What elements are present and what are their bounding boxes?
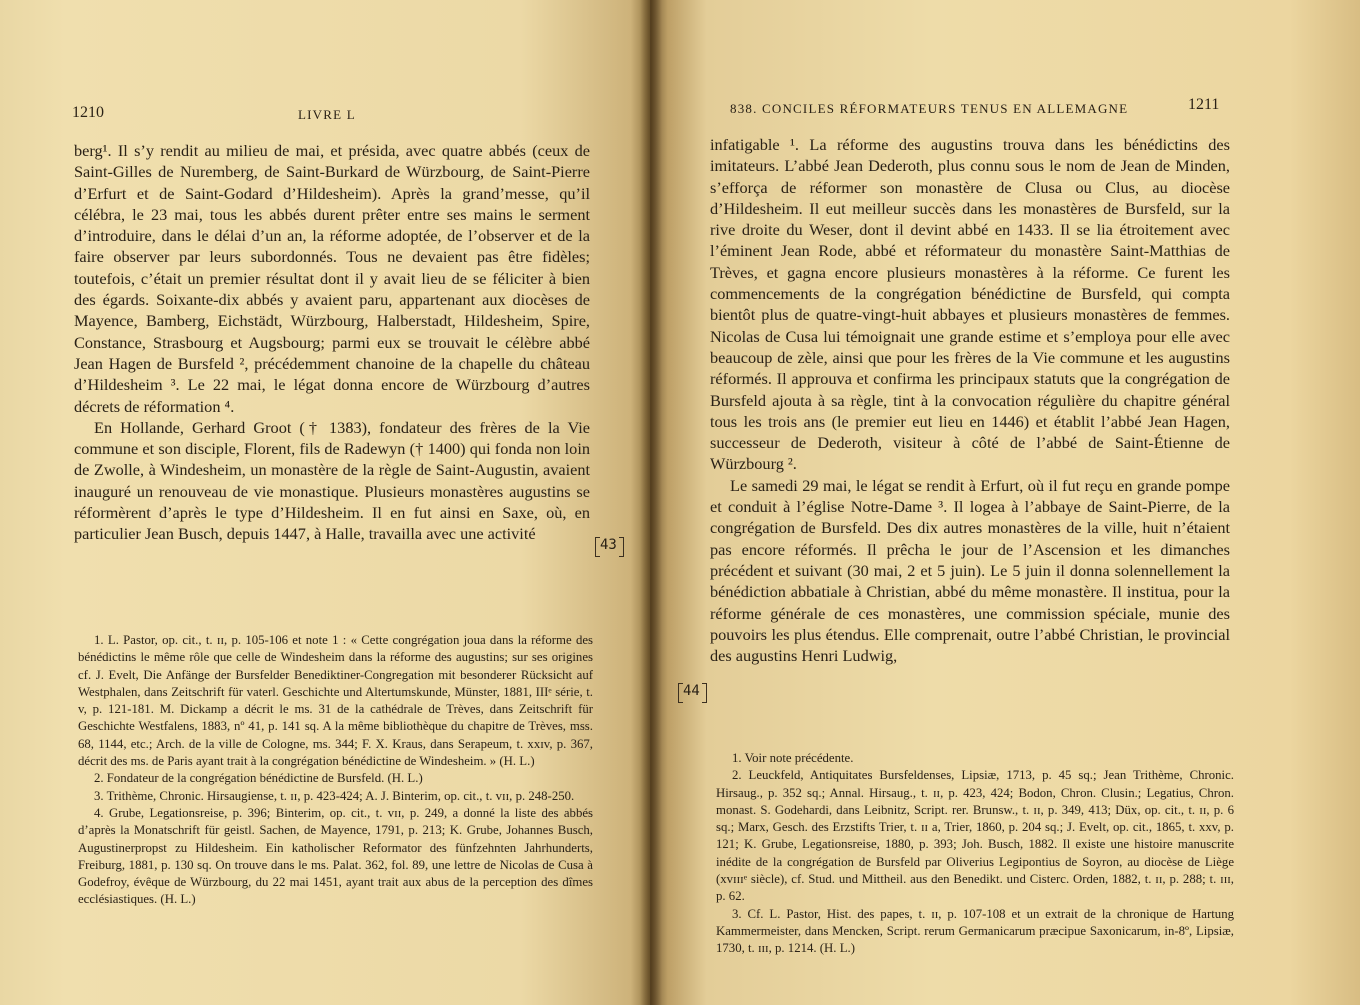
left-page <box>0 0 650 1005</box>
right-page-number: 1211 <box>1188 96 1220 113</box>
right-page <box>650 0 1360 1005</box>
left-page-number: 1210 <box>72 104 104 121</box>
left-paragraph-2: En Hollande, Gerhard Groot († 1383), fondateur des frères de la Vie commune et son disciple, Florent, fils de Radewyn († 1400) qui fonda non loin de Zwolle, à Windesheim, un monastère de la règle de Saint-Augustin, avaient inauguré un renouveau de vie monastique. Plusieurs monastères augustins se réformèrent d’après le type d’Hildesheim. Il en fut ainsi en Saxe, où, en particulier Jean Busch, depuis 1447, à Halle, travailla avec une activité <box>74 417 590 544</box>
left-margin-marker: 43 <box>600 537 617 553</box>
right-body-text <box>710 134 1230 666</box>
left-body-text <box>74 140 590 545</box>
left-footnote-3: 3. Trithème, Chronic. Hirsaugiense, t. ɪɪ, p. 423-424; A. J. Binterim, op. cit., t. vɪɪ, p. 248-250. <box>94 788 575 803</box>
left-footnote-2: 2. Fondateur de la congrégation bénédictine de Bursfeld. (H. L.) <box>94 771 423 786</box>
right-margin-marker: 44 <box>683 683 700 699</box>
left-paragraph-1: berg¹. Il s’y rendit au milieu de mai, et présida, avec quatre abbés (ceux de Saint-Gilles de Nuremberg, de Saint-Burkard de Würzbourg, de Saint-Pierre d’Erfurt et de Saint-Godard d’Hildesheim). Après la grand’messe, qu’il célébra, le 23 mai, tous les abbés durent prêter entre ses mains le serment d’introduire, dans le délai d’un an, la réforme adoptée, de l’observer et de la faire observer par leurs subordonnés. Tous ne devaient pas être fidèles; toutefois, c’était un premier résultat dont il y avait lieu de se féliciter à bien des égards. Soixante-dix abbés y avaient paru, appartenant aux diocèses de Mayence, Bamberg, Eichstädt, Würzbourg, Halberstadt, Hildesheim, Spire, Constance, Strasbourg et Augsbourg; parmi eux se trouvait le célèbre abbé Jean Hagen de Bursfeld ², précédemment chanoine de la chapelle du château d’Hildesheim ³. Le 22 mai, le légat donna encore de Würzbourg d’autres décrets de réformation ⁴. <box>74 141 590 416</box>
right-footnote-2: 2. Leuckfeld, Antiquitates Bursfeldenses, Lipsiæ, 1713, p. 45 sq.; Jean Trithème, Chronic. Hirsaug., p. 352 sq.; Annal. Hirsaug., t. ɪɪ, p. 423, 424; Bodon, Chron. Clusin.; Legatius, Chron. monast. S. Godehardi, dans Leibnitz, Script. rer. Brunsw., t. ɪɪ, p. 349, 413; Düx, op. cit., t. ɪɪ, p. 6 sq.; Marx, Gesch. des Erzstifts Trier, t. ɪɪ a, Trier, 1860, p. 204 sq.; J. Evelt, op. cit., 1865, t. xxv, p. 121; K. Grube, Legationsreise, 1880, p. 393; Joh. Busch, 1882. Il existe une histoire manuscrite inédite de la congrégation de Bursfeld par Oliverius Legipontius de Soyron, au diocèse de Liège (xvɪɪɪᵉ siècle), cf. Stud. und Mittheil. aus den Benedikt. und Cisterc. Orden, 1882, t. ɪɪ, p. 288; t. ɪɪɪ, p. 62. <box>716 768 1234 904</box>
right-running-head: 838. CONCILES RÉFORMATEURS TENUS EN ALLEMAGNE <box>730 101 1129 116</box>
right-paragraph-1: infatigable ¹. La réforme des augustins trouva dans les bénédictins des imitateurs. L’abbé Jean Dederoth, plus connu sous le nom de Jean de Minden, s’efforça de réformer son monastère de Clusa ou Clus, au diocèse d’Hildesheim. Il eut meilleur succès dans les monastères de Bursfeld, sur la rive droite du Weser, dont il devint abbé en 1433. Il se lia étroitement avec l’éminent Jean Rode, abbé et réformateur du monastère Saint-Matthias de Trèves, et gagna encore plusieurs monastères à la réforme. Ce furent les commencements de la congrégation bénédictine de Bursfeld, qui compta bientôt plus de quatre-vingt-huit abbayes et plusieurs monastères de femmes. Nicolas de Cusa lui témoignait une grande estime et s’employa pour elle avec beaucoup de zèle, ainsi que pour les frères de la Vie commune et les augustins réformés. Il approuva et confirma les principaux statuts que la congrégation de Bursfeld ajouta à sa règle, tint à la convocation régulière du chapitre général tous les trois ans (le premier eut lieu en 1446) et établit l’abbé Jean Hagen, successeur de Dederoth, visiteur à côté de l’abbé de Saint-Étienne de Würzbourg ². <box>710 135 1230 474</box>
left-footnote-4: 4. Grube, Legationsreise, p. 396; Binterim, op. cit., t. vɪɪ, p. 249, a donné la liste des abbés d’après la Monatschrift für geistl. Sachen, de Mayence, 1791, p. 213; K. Grube, Johannes Busch, Augustinerpropst zu Hildesheim. Ein katholischer Reformator des fünfzehnten Jahrhunderts, Freiburg, 1881, p. 130 sq. On trouve dans le ms. Palat. 362, fol. 89, une lettre de Nicolas de Cusa à Godefroy, évêque de Würzbourg, du 22 mai 1451, ayant trait aux abus de la perception des dîmes ecclésiastiques. (H. L.) <box>78 805 593 907</box>
left-footnote-1: 1. L. Pastor, op. cit., t. ɪɪ, p. 105-106 et note 1 : « Cette congrégation joua dans la réforme des bénédictins le même rôle que celle de Windesheim dans la réforme des augustins; sur ses origines cf. J. Evelt, Die Anfänge der Bursfelder Benediktiner-Congregation mit besonderer Rücksicht auf Westphalen, dans Zeitschrift für vaterl. Geschichte und Altertumskunde, Münster, 1881, IIIᵉ série, t. v, p. 121-181. M. Dickamp a décrit le ms. 31 de la cathédrale de Trèves, dans Zeitschrift für Geschichte Westfalens, 1883, nº 41, p. 141 sq. A la même bibliothèque du chapitre de Trèves, mss. 68, 1144, etc.; Arch. de la ville de Cologne, ms. 344; F. X. Kraus, dans Serapeum, t. xxɪv, p. 367, décrit des ms. de Paris ayant trait à la congrégation bénédictine de Windesheim. » (H. L.) <box>78 633 593 769</box>
left-margin-bracket-close <box>619 537 624 557</box>
right-margin-bracket-close <box>702 683 707 703</box>
left-running-head: LIVRE L <box>298 107 356 122</box>
right-footnotes <box>716 750 1234 958</box>
right-paragraph-2: Le samedi 29 mai, le légat se rendit à Erfurt, où il fut reçu en grande pompe et conduit à l’église Notre-Dame ³. Il logea à l’abbaye de Saint-Pierre, de la congrégation de Bursfeld. Des dix autres monastères de la ville, huit n’étaient pas encore réformés. Il prêcha le jour de l’Ascension et les dimanches précédent et suivant (30 mai, 2 et 5 juin). Le 5 juin il donna solennellement la bénédiction abbatiale à Christian, abbé du même monastère. Il institua, pour la réforme générale de ces monastères, une commission spéciale, munie des pouvoirs les plus étendus. Elle comprenait, outre l’abbé Christian, le provincial des augustins Henri Ludwig, <box>710 475 1230 666</box>
right-footnote-1: 1. Voir note précédente. <box>732 751 854 765</box>
right-footnote-3: 3. Cf. L. Pastor, Hist. des papes, t. ɪɪ, p. 107-108 et un extrait de la chronique de Hartung Kammermeister, dans Mencken, Script. rerum Germanicarum præcipue Saxonicarum, in-8º, Lipsiæ, 1730, t. ɪɪɪ, p. 1214. (H. L.) <box>716 906 1234 956</box>
book-spine-shadow <box>640 0 662 1005</box>
left-footnotes <box>78 632 593 909</box>
